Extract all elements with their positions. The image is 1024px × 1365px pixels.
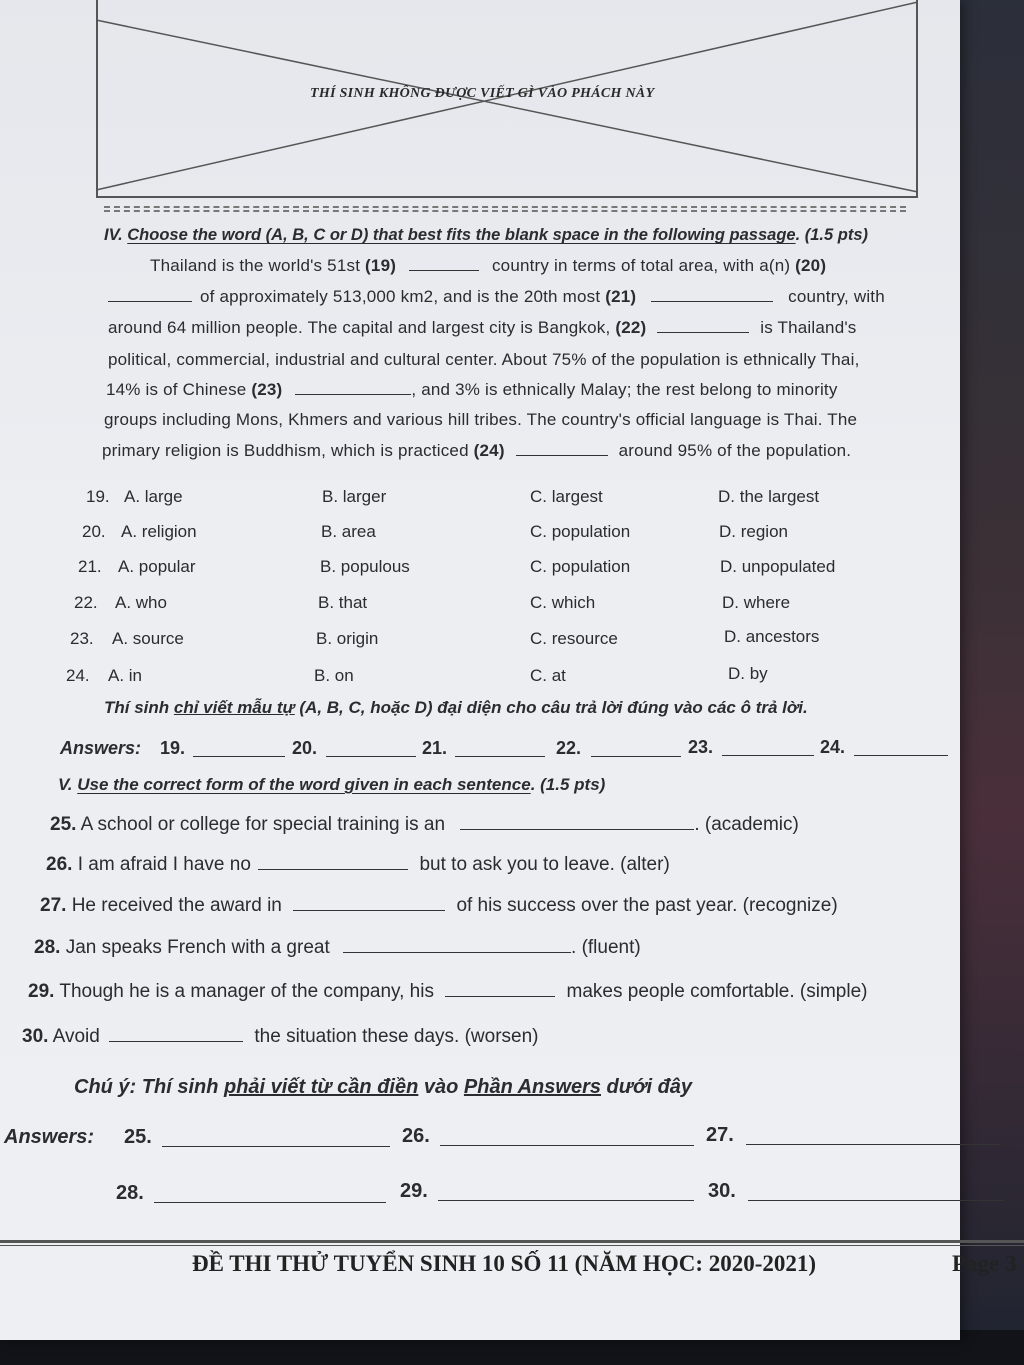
question-26: 26. I am afraid I have no but to ask you to leave. (alter) bbox=[46, 854, 670, 875]
answer-blank-29[interactable] bbox=[438, 1200, 694, 1201]
option-d: D. where bbox=[722, 593, 791, 612]
answer-number-29: 29. bbox=[400, 1180, 428, 1202]
answer-blank-20[interactable] bbox=[326, 756, 416, 757]
option-d: D. by bbox=[728, 664, 768, 683]
question-number: 19. bbox=[86, 487, 110, 506]
section-4-points: . (1.5 pts) bbox=[795, 226, 869, 244]
question-29: 29. Though he is a manager of the company, his makes people comfortable. (simple) bbox=[28, 981, 868, 1002]
option-b: B. populous bbox=[320, 557, 410, 576]
section-5-title bbox=[58, 775, 605, 795]
answer-number-28: 28. bbox=[116, 1182, 144, 1204]
answers-label-4: Answers: bbox=[60, 738, 142, 758]
answer-number-27: 27. bbox=[706, 1124, 734, 1146]
blank-22 bbox=[657, 331, 749, 333]
answer-blank-21[interactable] bbox=[455, 756, 545, 757]
answer-blank-22[interactable] bbox=[591, 756, 681, 757]
footer-rule bbox=[0, 1240, 1024, 1246]
seal-notice: THÍ SINH KHÔNG ĐƯỢC VIẾT GÌ VÀO PHÁCH NÀY bbox=[310, 86, 655, 101]
section-4-instruction: Thí sinh chỉ viết mẫu tự (A, B, C, hoặc D) đại diện cho câu trả lời đúng vào các ô trả lời. bbox=[104, 698, 808, 717]
blank-23 bbox=[295, 393, 411, 395]
blank-29 bbox=[445, 995, 555, 997]
option-a: A. who bbox=[115, 593, 167, 612]
option-b: B. that bbox=[318, 593, 368, 612]
question-number: 23. bbox=[70, 629, 94, 648]
passage-line-7: primary religion is Buddhism, which is practiced (24) around 95% of the population. bbox=[102, 441, 852, 460]
blank-30 bbox=[109, 1040, 243, 1042]
blank-28 bbox=[343, 951, 571, 953]
blank-27 bbox=[293, 909, 445, 911]
section-4-title bbox=[104, 226, 868, 245]
answer-blank-23[interactable] bbox=[722, 755, 814, 756]
answer-number-24: 24. bbox=[820, 737, 846, 757]
answer-blank-30[interactable] bbox=[748, 1200, 1004, 1201]
option-c: C. population bbox=[530, 557, 631, 576]
passage-line-3: around 64 million people. The capital and largest city is Bangkok, (22) is Thailand's bbox=[108, 318, 857, 337]
option-d: D. unpopulated bbox=[720, 557, 836, 576]
section-5-note: Chú ý: Thí sinh phải viết từ cần điền vào Phần Answers dưới đây bbox=[74, 1076, 693, 1098]
blank-25 bbox=[460, 828, 694, 830]
answer-number-23: 23. bbox=[688, 737, 714, 757]
option-d: D. region bbox=[719, 522, 788, 541]
passage-line-2: of approximately 513,000 km2, and is the 20th most (21) country, with bbox=[108, 287, 885, 307]
option-c: C. which bbox=[530, 593, 596, 612]
footer-title: ĐỀ THI THỬ TUYỂN SINH 10 SỐ 11 (NĂM HỌC: 2020-2021) bbox=[192, 1251, 817, 1276]
question-number: 24. bbox=[66, 666, 90, 685]
cut-line bbox=[104, 206, 906, 212]
passage-line-1: Thailand is the world's 51st (19) country in terms of total area, with a(n) (20) bbox=[150, 256, 827, 275]
option-a: A. popular bbox=[118, 557, 196, 576]
question-number: 22. bbox=[74, 593, 98, 612]
option-c: C. largest bbox=[530, 487, 603, 506]
passage-line-4: political, commercial, industrial and cultural center. About 75% of the population is ethnically Thai, bbox=[108, 350, 860, 369]
option-a: A. source bbox=[112, 629, 184, 648]
option-b: B. area bbox=[321, 522, 376, 541]
section-4-heading: Choose the word (A, B, C or D) that best fits the blank space in the following passage bbox=[127, 226, 796, 244]
answer-number-19: 19. bbox=[160, 738, 186, 758]
option-b: B. on bbox=[314, 666, 354, 685]
option-d: D. ancestors bbox=[724, 627, 820, 646]
option-a: A. in bbox=[108, 666, 143, 685]
blank-19 bbox=[409, 269, 479, 271]
blank-24 bbox=[516, 454, 608, 456]
answer-blank-19[interactable] bbox=[193, 756, 285, 757]
blank-26 bbox=[258, 868, 408, 870]
blank-21 bbox=[651, 300, 773, 302]
answer-number-25: 25. bbox=[124, 1126, 152, 1148]
option-d: D. the largest bbox=[718, 487, 820, 506]
question-25: 25. A school or college for special training is an . (academic) bbox=[50, 814, 799, 835]
option-c: C. resource bbox=[530, 629, 618, 648]
blank-20 bbox=[108, 300, 192, 302]
option-c: C. at bbox=[530, 666, 566, 685]
question-number: 21. bbox=[78, 557, 102, 576]
option-a: A. religion bbox=[121, 522, 197, 541]
option-a: A. large bbox=[124, 487, 183, 506]
answer-blank-27[interactable] bbox=[746, 1144, 1000, 1145]
question-27: 27. He received the award in of his success over the past year. (recognize) bbox=[40, 895, 838, 916]
option-b: B. origin bbox=[316, 629, 379, 648]
page-number: Page 3 bbox=[952, 1251, 1017, 1276]
question-number: 20. bbox=[82, 522, 106, 541]
answer-number-22: 22. bbox=[556, 738, 582, 758]
option-c: C. population bbox=[530, 522, 631, 541]
answer-blank-28[interactable] bbox=[154, 1202, 386, 1203]
question-30: 30. Avoid the situation these days. (worsen) bbox=[22, 1026, 539, 1047]
answer-blank-24[interactable] bbox=[854, 755, 948, 756]
question-28: 28. Jan speaks French with a great . (fluent) bbox=[34, 937, 641, 958]
section-4-prefix: IV. bbox=[104, 226, 128, 244]
answer-number-26: 26. bbox=[402, 1125, 430, 1147]
answer-blank-25[interactable] bbox=[162, 1146, 390, 1147]
passage-line-5: 14% is of Chinese (23) , and 3% is ethnically Malay; the rest belong to minority bbox=[106, 380, 838, 399]
answer-blank-26[interactable] bbox=[440, 1145, 694, 1146]
answer-number-21: 21. bbox=[422, 738, 448, 758]
answers-label-5: Answers: bbox=[4, 1126, 95, 1148]
section-5-points: . (1.5 pts) bbox=[530, 775, 606, 794]
answer-number-30: 30. bbox=[708, 1180, 736, 1202]
section-5-heading: Use the correct form of the word given in each sentence bbox=[77, 775, 531, 794]
option-b: B. larger bbox=[322, 487, 387, 506]
passage-line-6: groups including Mons, Khmers and various hill tribes. The country's official language is Thai. The bbox=[104, 410, 858, 429]
answer-number-20: 20. bbox=[292, 738, 318, 758]
section-5-prefix: V. bbox=[58, 775, 78, 794]
